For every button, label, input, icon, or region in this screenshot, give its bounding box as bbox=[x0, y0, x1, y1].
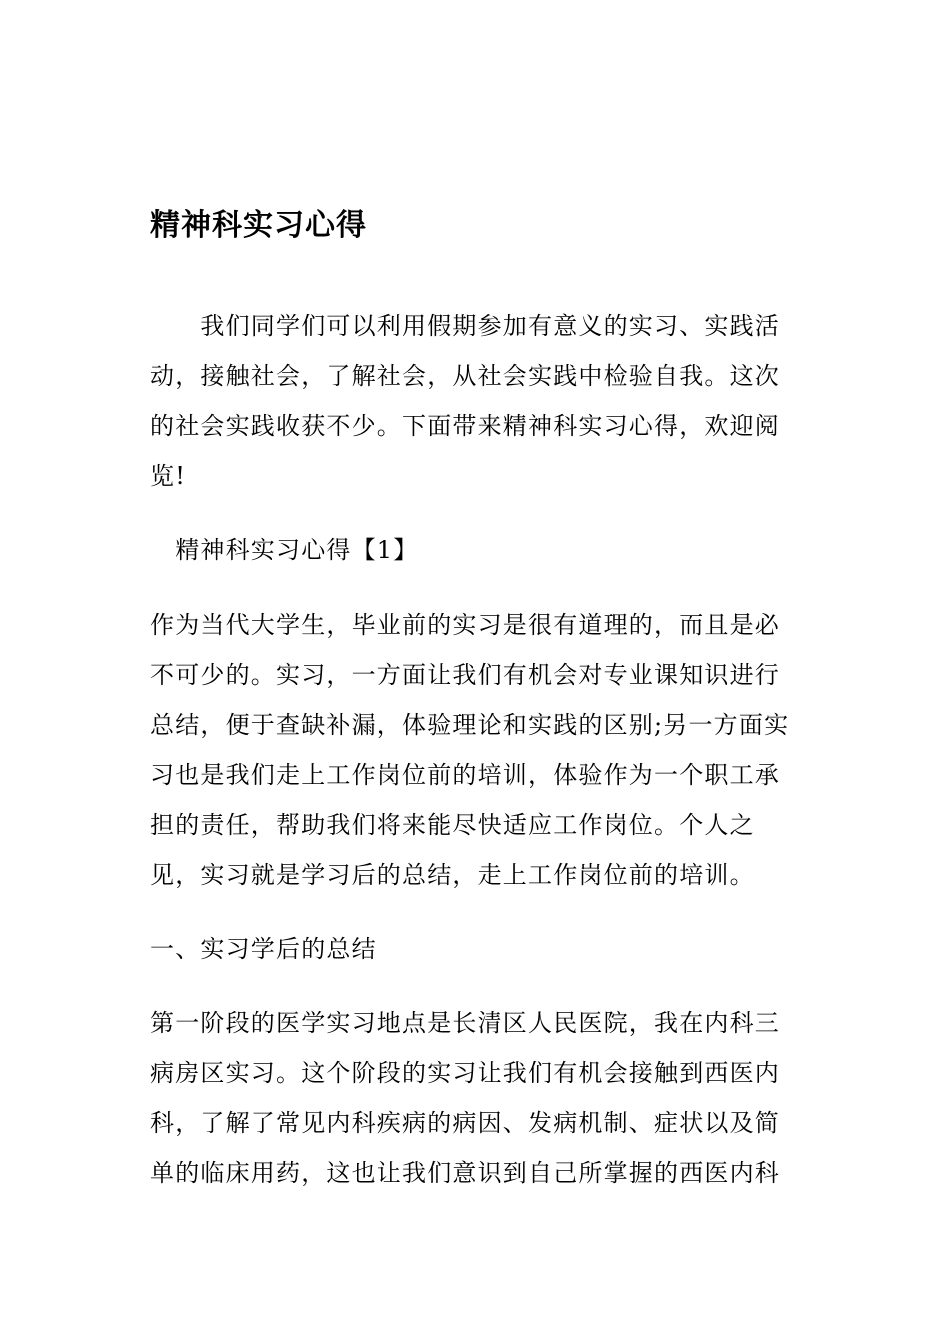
section-heading-1 bbox=[150, 525, 802, 575]
section-heading-text: 一、实习学后的总结 bbox=[150, 935, 377, 963]
document-title: 精神科实习心得 bbox=[150, 208, 367, 243]
body-line: 见，实习就是学习后的总结，走上工作岗位前的培训。 bbox=[150, 861, 755, 889]
body-line: 病房区实习。这个阶段的实习让我们有机会接触到西医内 bbox=[150, 1059, 780, 1087]
body-line: 科，了解了常见内科疾病的病因、发病机制、症状以及简 bbox=[150, 1109, 780, 1137]
section-heading-text: 精神科实习心得【1】 bbox=[150, 536, 419, 564]
body-line: 担的责任，帮助我们将来能尽快适应工作岗位。个人之 bbox=[150, 811, 755, 839]
intro-paragraph bbox=[150, 301, 802, 501]
intro-line: 的社会实践收获不少。下面带来精神科实习心得，欢迎阅 bbox=[150, 412, 780, 440]
body-line: 总结，便于查缺补漏，体验理论和实践的区别;另一方面实 bbox=[150, 711, 790, 739]
body-paragraph-2 bbox=[150, 998, 802, 1198]
intro-line: 动，接触社会，了解社会，从社会实践中检验自我。这次 bbox=[150, 362, 780, 390]
intro-line: 我们同学们可以利用假期参加有意义的实习、实践活 bbox=[150, 312, 780, 340]
body-line: 作为当代大学生，毕业前的实习是很有道理的，而且是必 bbox=[150, 611, 780, 639]
body-line: 习也是我们走上工作岗位前的培训，体验作为一个职工承 bbox=[150, 761, 780, 789]
body-line: 第一阶段的医学实习地点是长清区人民医院，我在内科三 bbox=[150, 1009, 780, 1037]
intro-line: 览! bbox=[150, 462, 187, 490]
body-line: 单的临床用药，这也让我们意识到自己所掌握的西医内科 bbox=[150, 1159, 780, 1187]
body-line: 不可少的。实习，一方面让我们有机会对专业课知识进行 bbox=[150, 661, 780, 689]
body-paragraph-1 bbox=[150, 600, 802, 900]
section-heading-2 bbox=[150, 924, 802, 974]
